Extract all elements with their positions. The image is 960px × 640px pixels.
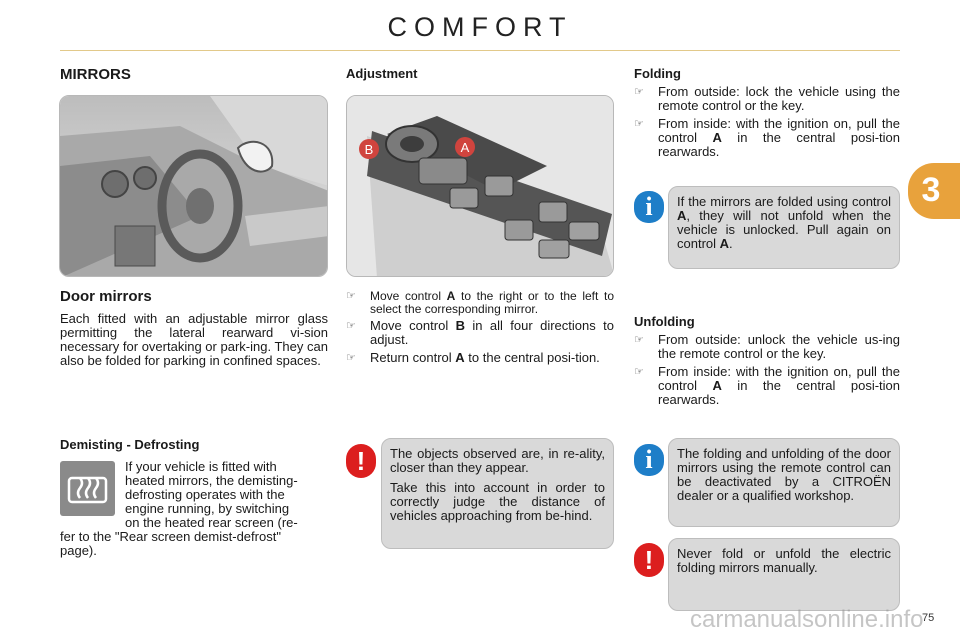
page-title: COMFORT [387, 12, 573, 42]
list-item: ☞ From outside: lock the vehicle using the remote control or the key. [634, 84, 900, 113]
list-item: ☞ From inside: with the ignition on, pull the control A in the central posi-tion rearwards. [634, 364, 900, 407]
door-mirrors-text: Each fitted with an adjustable mirror glass permitting the lateral rearward vi-sion necessary for overtaking or park-ing. They can also be folded for parking in confined spaces. [60, 311, 328, 368]
folding-info-note: If the mirrors are folded using control A, they will not unfold when the vehicle is unlocked. Pull again on control A. [668, 186, 900, 269]
chapter-number: 3 [921, 171, 941, 209]
hand-pointer-icon: ☞ [346, 352, 356, 364]
door-mirrors-heading: Door mirrors [60, 288, 152, 305]
warning-paragraph-1: The objects observed are, in re-ality, closer than they appear. [390, 446, 605, 475]
info-icon: i [634, 444, 664, 476]
watermark: carmanualsonline.info [690, 606, 924, 633]
car-interior-drawing [60, 96, 328, 277]
control-b-label: B [364, 142, 374, 157]
unfolding-info-note: The folding and unfolding of the door mirrors using the remote control can be deactivated by a CITROËN dealer or a qualified workshop. [668, 438, 900, 527]
adjustment-bullets-2 [346, 319, 614, 369]
hand-pointer-icon: ☞ [634, 86, 644, 98]
list-item: ☞ Move control B in all four directions to adjust. [346, 318, 614, 347]
demisting-line-1: If your vehicle is fitted with [125, 459, 277, 474]
hand-pointer-icon: ☞ [634, 118, 644, 130]
door-switch-panel-drawing [347, 96, 614, 277]
header-divider [60, 50, 900, 51]
list-item: ☞ From inside: with the ignition on, pull the control A in the central posi-tion rearwards. [634, 116, 900, 159]
hand-pointer-icon: ☞ [634, 366, 644, 378]
demisting-line-6: fer to the "Rear screen demist-defrost" [60, 529, 281, 544]
adjustment-bullets [346, 290, 614, 320]
page-number: 75 [922, 612, 935, 624]
demisting-heading: Demisting - Defrosting [60, 437, 200, 452]
dashboard-illustration [59, 95, 328, 277]
defrost-symbol [60, 461, 115, 516]
folding-bullets [634, 85, 900, 163]
unfolding-warning-note: Never fold or unfold the electric folding mirrors manually. [668, 538, 900, 611]
control-a-label: A [460, 140, 470, 155]
warning-paragraph-2: Take this into account in order to correctly judge the distance of vehicles approaching from be-hind. [390, 480, 605, 523]
mirror-warning-note [381, 438, 614, 549]
adjustment-heading: Adjustment [346, 66, 418, 81]
demisting-line-2: heated mirrors, the demisting- [125, 473, 298, 488]
demisting-line-7: page). [60, 543, 97, 558]
list-item: ☞ From outside: unlock the vehicle us-ing the remote control or the key. [634, 332, 900, 361]
mirrors-heading: MIRRORS [60, 66, 131, 83]
demisting-line-4: engine running, by switching [125, 501, 290, 516]
mirror-control-illustration [346, 95, 614, 277]
demisting-line-5: on the heated rear screen (re- [125, 515, 298, 530]
heated-rear-screen-icon [60, 461, 115, 516]
hand-pointer-icon: ☞ [634, 334, 644, 346]
unfolding-bullets [634, 333, 900, 411]
hand-pointer-icon: ☞ [346, 320, 356, 332]
warning-exclamation-icon: ! [634, 543, 664, 577]
folding-heading: Folding [634, 66, 681, 81]
chapter-tab [908, 163, 960, 219]
list-item: ☞ Move control A to the right or to the left to select the corresponding mirror. [346, 289, 614, 316]
hand-pointer-icon: ☞ [346, 290, 356, 302]
demisting-line-3: defrosting operates with the [125, 487, 285, 502]
unfolding-heading: Unfolding [634, 314, 695, 329]
info-icon: i [634, 191, 664, 223]
list-item: ☞ Return control A to the central posi-tion. [346, 350, 600, 365]
warning-exclamation-icon: ! [346, 444, 376, 478]
